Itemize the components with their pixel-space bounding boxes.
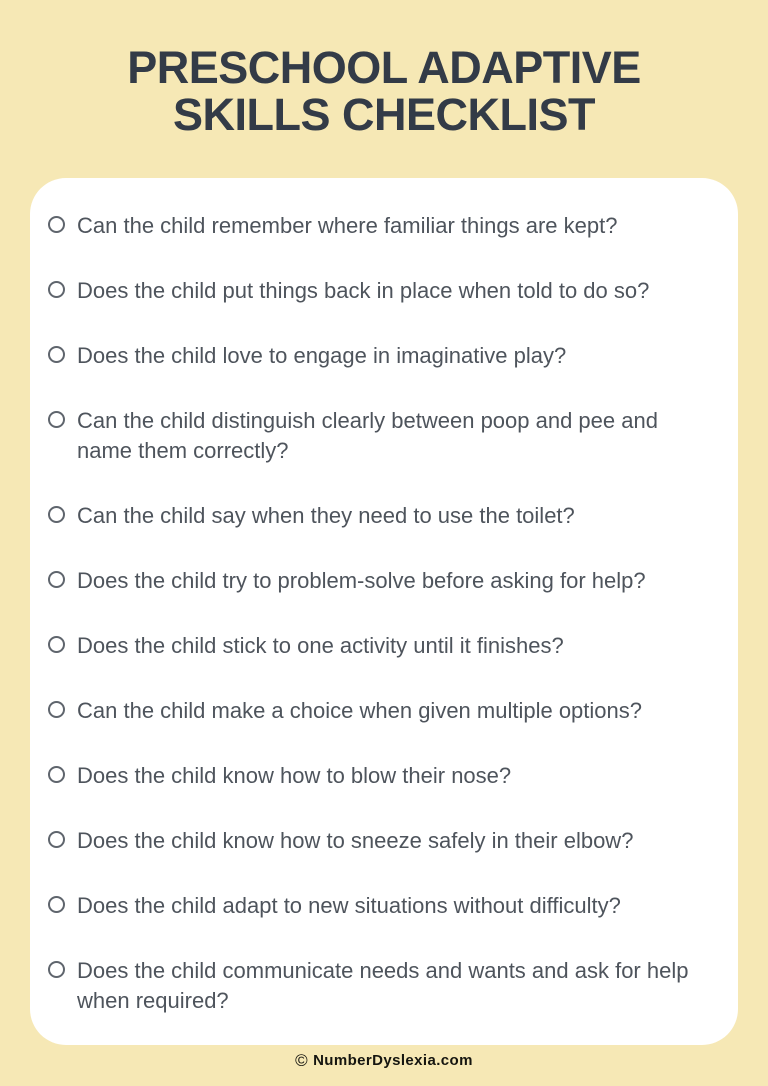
checklist-item — [48, 696, 712, 726]
checklist-item-text: Does the child know how to blow their nose? — [77, 763, 512, 788]
checklist — [30, 178, 738, 1016]
checklist-item-text: Does the child love to engage in imaginative play? — [77, 343, 567, 368]
checkbox-circle[interactable] — [48, 411, 65, 428]
checklist-item-text: Can the child say when they need to use the toilet? — [77, 503, 575, 528]
checklist-item — [48, 891, 712, 921]
checkbox-circle[interactable] — [48, 896, 65, 913]
checklist-item-text: Can the child make a choice when given multiple options? — [77, 698, 642, 723]
checklist-item-text: Can the child remember where familiar things are kept? — [77, 213, 618, 238]
checklist-item — [48, 341, 712, 371]
page-title-line2: SKILLS CHECKLIST — [172, 89, 595, 140]
checklist-item-text: Does the child put things back in place when told to do so? — [77, 278, 650, 303]
checklist-item-text: Does the child communicate needs and wants and ask for help when required? — [77, 958, 689, 1013]
checkbox-circle[interactable] — [48, 636, 65, 653]
checklist-item-text: Does the child adapt to new situations without difficulty? — [77, 893, 621, 918]
checkbox-circle[interactable] — [48, 701, 65, 718]
checklist-item-text: Can the child distinguish clearly between poop and pee and name them correctly? — [77, 408, 658, 463]
footer — [0, 1051, 768, 1071]
checkbox-circle[interactable] — [48, 506, 65, 523]
checklist-item — [48, 631, 712, 661]
checklist-item — [48, 276, 712, 306]
checklist-item-text: Does the child know how to sneeze safely in their elbow? — [77, 828, 634, 853]
checklist-item-text: Does the child try to problem-solve before asking for help? — [77, 568, 646, 593]
checklist-item-text: Does the child stick to one activity until it finishes? — [77, 633, 564, 658]
checklist-item — [48, 211, 712, 241]
checklist-item — [48, 566, 712, 596]
checklist-card — [30, 178, 738, 1045]
checklist-item — [48, 406, 712, 466]
copyright-icon: © — [295, 1051, 309, 1070]
page-title — [0, 44, 768, 138]
checkbox-circle[interactable] — [48, 831, 65, 848]
checkbox-circle[interactable] — [48, 216, 65, 233]
page-title-line1: PRESCHOOL ADAPTIVE — [127, 42, 641, 93]
checklist-item — [48, 956, 712, 1016]
checkbox-circle[interactable] — [48, 346, 65, 363]
brand-name: NumberDyslexia.com — [313, 1052, 473, 1069]
checkbox-circle[interactable] — [48, 571, 65, 588]
checkbox-circle[interactable] — [48, 281, 65, 298]
checklist-item — [48, 501, 712, 531]
checklist-item — [48, 761, 712, 791]
checkbox-circle[interactable] — [48, 766, 65, 783]
checklist-item — [48, 826, 712, 856]
checkbox-circle[interactable] — [48, 961, 65, 978]
